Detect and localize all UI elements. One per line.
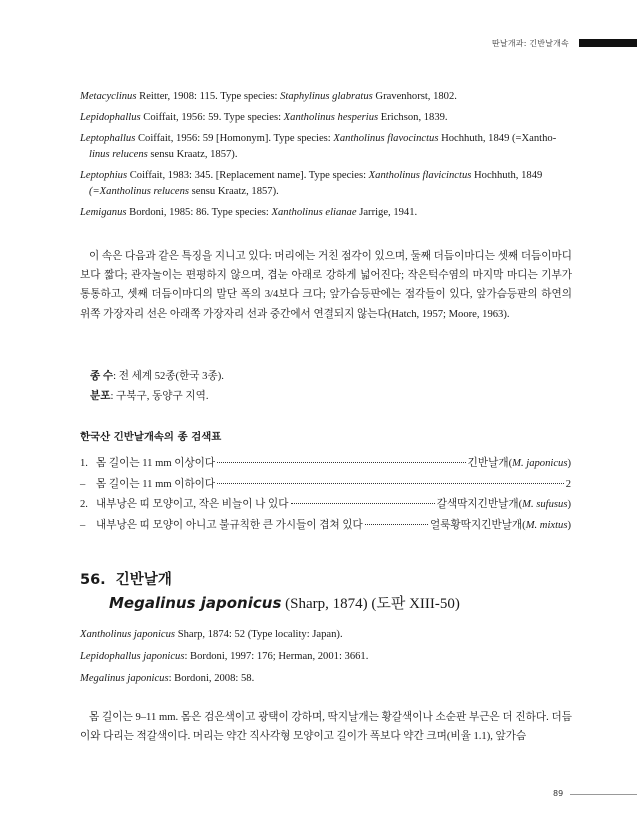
species-count: 종 수: 전 세계 52종(한국 3종). xyxy=(90,371,224,382)
species-synonym-list xyxy=(80,627,572,692)
footer-rule xyxy=(570,794,637,795)
species-description: 몸 길이는 9–11 mm. 몸은 검은색이고 광택이 강하며, 딱지날개는 황갈색이나 소순판 부근은 더 진하다. 더듬이와 다리는 적갈색이다. 머리는 약간 직사각형 모양이고 길이가 폭보다 약간 크며(비율 1.1), 앞가슴 xyxy=(80,712,572,743)
species-heading: 56. 긴반날개 xyxy=(80,572,172,588)
key-row: – 내부낭은 띠 모양이 아니고 불규칙한 큰 가시들이 겹쳐 있다 얼룩황딱지긴반날개(M. mixtus) xyxy=(80,520,571,532)
leader-dots xyxy=(365,524,428,525)
running-title: 딴날개과: 긴반날개속 xyxy=(492,38,569,48)
header-bar xyxy=(579,39,637,47)
leader-dots xyxy=(217,462,466,463)
species-info xyxy=(90,367,224,407)
leader-dots xyxy=(291,503,435,504)
synonym-entry: Metacyclinus Reitter, 1908: 115. Type species: Staphylinus glabratus Gravenhorst, 1802. xyxy=(80,91,457,102)
synonym-entry: Megalinus japonicus: Bordoni, 2008: 58. xyxy=(80,673,255,684)
genus-synonym-list xyxy=(80,89,572,226)
distribution: 분포: 구북구, 동양구 지역. xyxy=(90,391,209,402)
synonym-entry: Leptophius Coiffait, 1983: 345. [Replacement name]. Type species: Xantholinus flavicinctus Hochhuth, 1849 (=Xantholinus relucens sensu Kraatz, 1857). xyxy=(80,170,543,197)
synonym-entry: Lepidophallus japonicus: Bordoni, 1997: 176; Herman, 2001: 3661. xyxy=(80,651,369,662)
key-row: – 몸 길이는 11 mm 이하이다 2 xyxy=(80,478,571,490)
running-header xyxy=(492,37,637,49)
key-row: 1. 몸 길이는 11 mm 이상이다 긴반날개(M. japonicus) xyxy=(80,458,571,469)
page-number: 89 xyxy=(553,789,564,798)
synonym-entry: Xantholinus japonicus Sharp, 1874: 52 (Type locality: Japan). xyxy=(80,629,343,640)
species-key xyxy=(80,455,571,538)
synonym-entry: Lemiganus Bordoni, 1985: 86. Type species: Xantholinus elianae Jarrige, 1941. xyxy=(80,207,418,218)
genus-description: 이 속은 다음과 같은 특징을 지니고 있다: 머리에는 거친 점각이 있으며, 둘째 더듬이마디는 셋째 더듬이마디보다 짧다; 관자놀이는 편평하지 않으며, 겹눈 아래로 강하게 넓어진다; 작은턱수염의 마지막 마디는 기부가 통통하고, 셋째 더듬이마디의 말단 폭의 3/4보다 크다; 앞가슴등판에는 점각들이 있다, 앞가슴등판의 하연의 위쪽 가장자리 선은 아래쪽 가장자리 선과 중간에서 연결되지 않는다(Hatch, 1957; Moore, 1963). xyxy=(80,251,572,320)
species-scientific-name: Megalinus japonicus (Sharp, 1874) (도판 XIII-50) xyxy=(109,594,460,612)
key-row: 2. 내부낭은 띠 모양이고, 작은 비늘이 나 있다 갈색딱지긴반날개(M. sufusus) xyxy=(80,499,571,511)
key-title: 한국산 긴반날개속의 종 검색표 xyxy=(80,431,222,443)
synonym-entry: Lepidophallus Coiffait, 1956: 59. Type species: Xantholinus hesperius Erichson, 1839. xyxy=(80,112,448,123)
leader-dots xyxy=(217,483,564,484)
synonym-entry: Leptophallus Coiffait, 1956: 59 [Homonym]. Type species: Xantholinus flavocinctus Hochhuth, 1849 (=Xantho- linus relucens sensu Kraatz, 1857). xyxy=(80,133,557,160)
